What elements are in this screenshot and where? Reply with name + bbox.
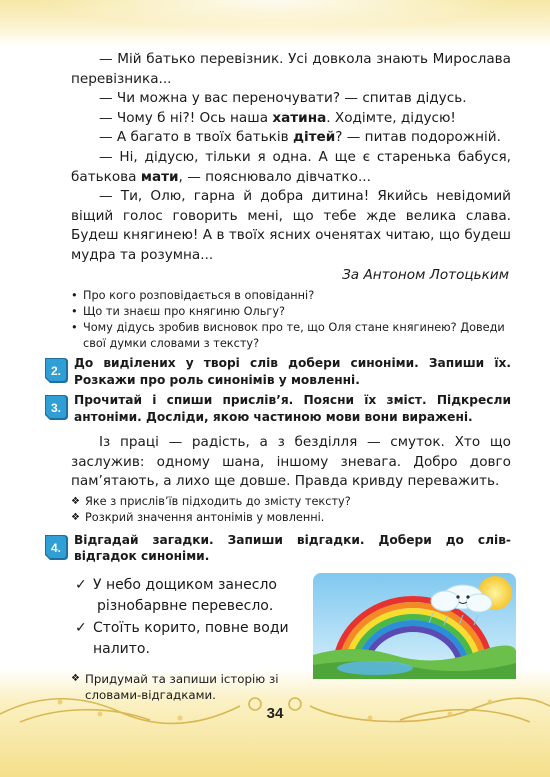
riddle-1 xyxy=(75,575,345,597)
checkmark-icon: ✓ xyxy=(75,576,87,593)
story-text: — Чому б ні?! Ось наша xyxy=(99,109,273,126)
task-text: Відгадай загадки. Запиши відгадки. Добери до слів-відгадок синоніми. xyxy=(74,532,511,564)
diamond-bullet-icon: ❖ xyxy=(71,511,80,523)
story-text: ? — питав подорожній. xyxy=(335,129,501,146)
proverb-question-list xyxy=(71,494,511,526)
story-paragraph: — Мій батько перевізник. Усі довкола знають Мирослава перевізника... xyxy=(71,51,511,87)
task-number: 4. xyxy=(50,540,62,555)
proverb-question xyxy=(71,494,511,510)
highlighted-word: дітей xyxy=(292,129,336,146)
final-task-item xyxy=(71,671,296,704)
riddle-text: У небо дощиком занесло xyxy=(93,576,277,593)
proverbs-paragraph: Із праці — радість, а з безділля — смуток. Хто що заслужив: одному шана, іншому зневага. Добро довго пам’ятають, а лихо ще довше. Правда кривду переважить. xyxy=(71,433,511,490)
proverb-question-text: Розкрий значення антонімів у мовленні. xyxy=(85,510,325,524)
question-text: Чому дідусь зробив висновок про те, що Оля стане княгинею? Доведи свої думки словами з тексту? xyxy=(83,320,505,350)
final-task xyxy=(71,671,296,704)
bullet: • xyxy=(71,304,78,318)
story-text: — А багато в твоїх батьків xyxy=(99,129,293,146)
riddles xyxy=(75,575,345,661)
task-2 xyxy=(50,355,511,388)
page-number: 34 xyxy=(266,705,284,722)
checkmark-icon: ✓ xyxy=(75,619,87,636)
diamond-bullet-icon: ❖ xyxy=(71,495,80,507)
proverb-question-text: Яке з прислів’їв підходить до змісту тексту? xyxy=(85,494,351,508)
proverb-question xyxy=(71,510,511,526)
bullet: • xyxy=(71,289,78,303)
highlighted-word: мати xyxy=(140,168,179,185)
question-item xyxy=(71,304,511,320)
top-decorative-band xyxy=(0,0,550,46)
highlighted-word: хатина xyxy=(272,109,327,126)
final-task-text: Придумай та запиши історію зі словами-відгадками. xyxy=(85,671,279,703)
story-paragraph: — Чи можна у вас переночувати? — спитав дідусь. xyxy=(99,90,467,107)
task-number-badge xyxy=(42,393,70,422)
question-text: Про кого розповідається в оповіданні? xyxy=(83,289,315,303)
author-credit: За Антоном Лотоцьким xyxy=(342,266,509,283)
question-text: Що ти знаєш про княгиню Ольгу? xyxy=(83,304,286,318)
story-paragraph: — Ти, Олю, гарна й добра дитина! Якийсь невідомий віщий голос говорить мені, що тебе жде велика слава. Будеш княгинею! А в твоїх ясних оченятах читаю, що будеш мудра та розумна... xyxy=(71,188,511,263)
story-paragraph xyxy=(71,109,511,129)
question-item xyxy=(71,288,511,304)
riddle-2 xyxy=(75,618,345,661)
task-4 xyxy=(50,532,511,565)
task-text: До виділених у творі слів добери синоніми. Запиши їх. Розкажи про роль синонімів у мовленні. xyxy=(74,356,511,387)
bullet: • xyxy=(71,320,78,334)
story-paragraph xyxy=(71,148,511,187)
riddle-text: Стоїть корито, повне води налито. xyxy=(93,619,289,658)
story-text: . Ходімте, дідусю! xyxy=(326,109,456,126)
rainbow-illustration xyxy=(313,573,516,679)
diamond-bullet-icon: ❖ xyxy=(71,672,80,684)
task-3 xyxy=(50,392,511,425)
question-item xyxy=(71,320,511,352)
story-text: , — пояснювало дівчатко... xyxy=(178,168,371,185)
task-text: Прочитай і спиши прислів’я. Поясни їх зміст. Підкресли антоніми. Досліди, якою частиною мови вони виражені. xyxy=(74,393,511,424)
riddle-1-cont: різнобарвне перевесло. xyxy=(97,598,274,615)
task-number-badge xyxy=(42,356,70,385)
task-number: 2. xyxy=(50,364,62,379)
task-number-badge xyxy=(42,533,70,562)
task-number: 3. xyxy=(50,401,62,416)
story-paragraph xyxy=(71,128,511,148)
question-list xyxy=(71,288,511,351)
story-text: — Ні, дідусю, тільки я одна. А ще є старенька бабуся, батькова xyxy=(71,148,511,185)
